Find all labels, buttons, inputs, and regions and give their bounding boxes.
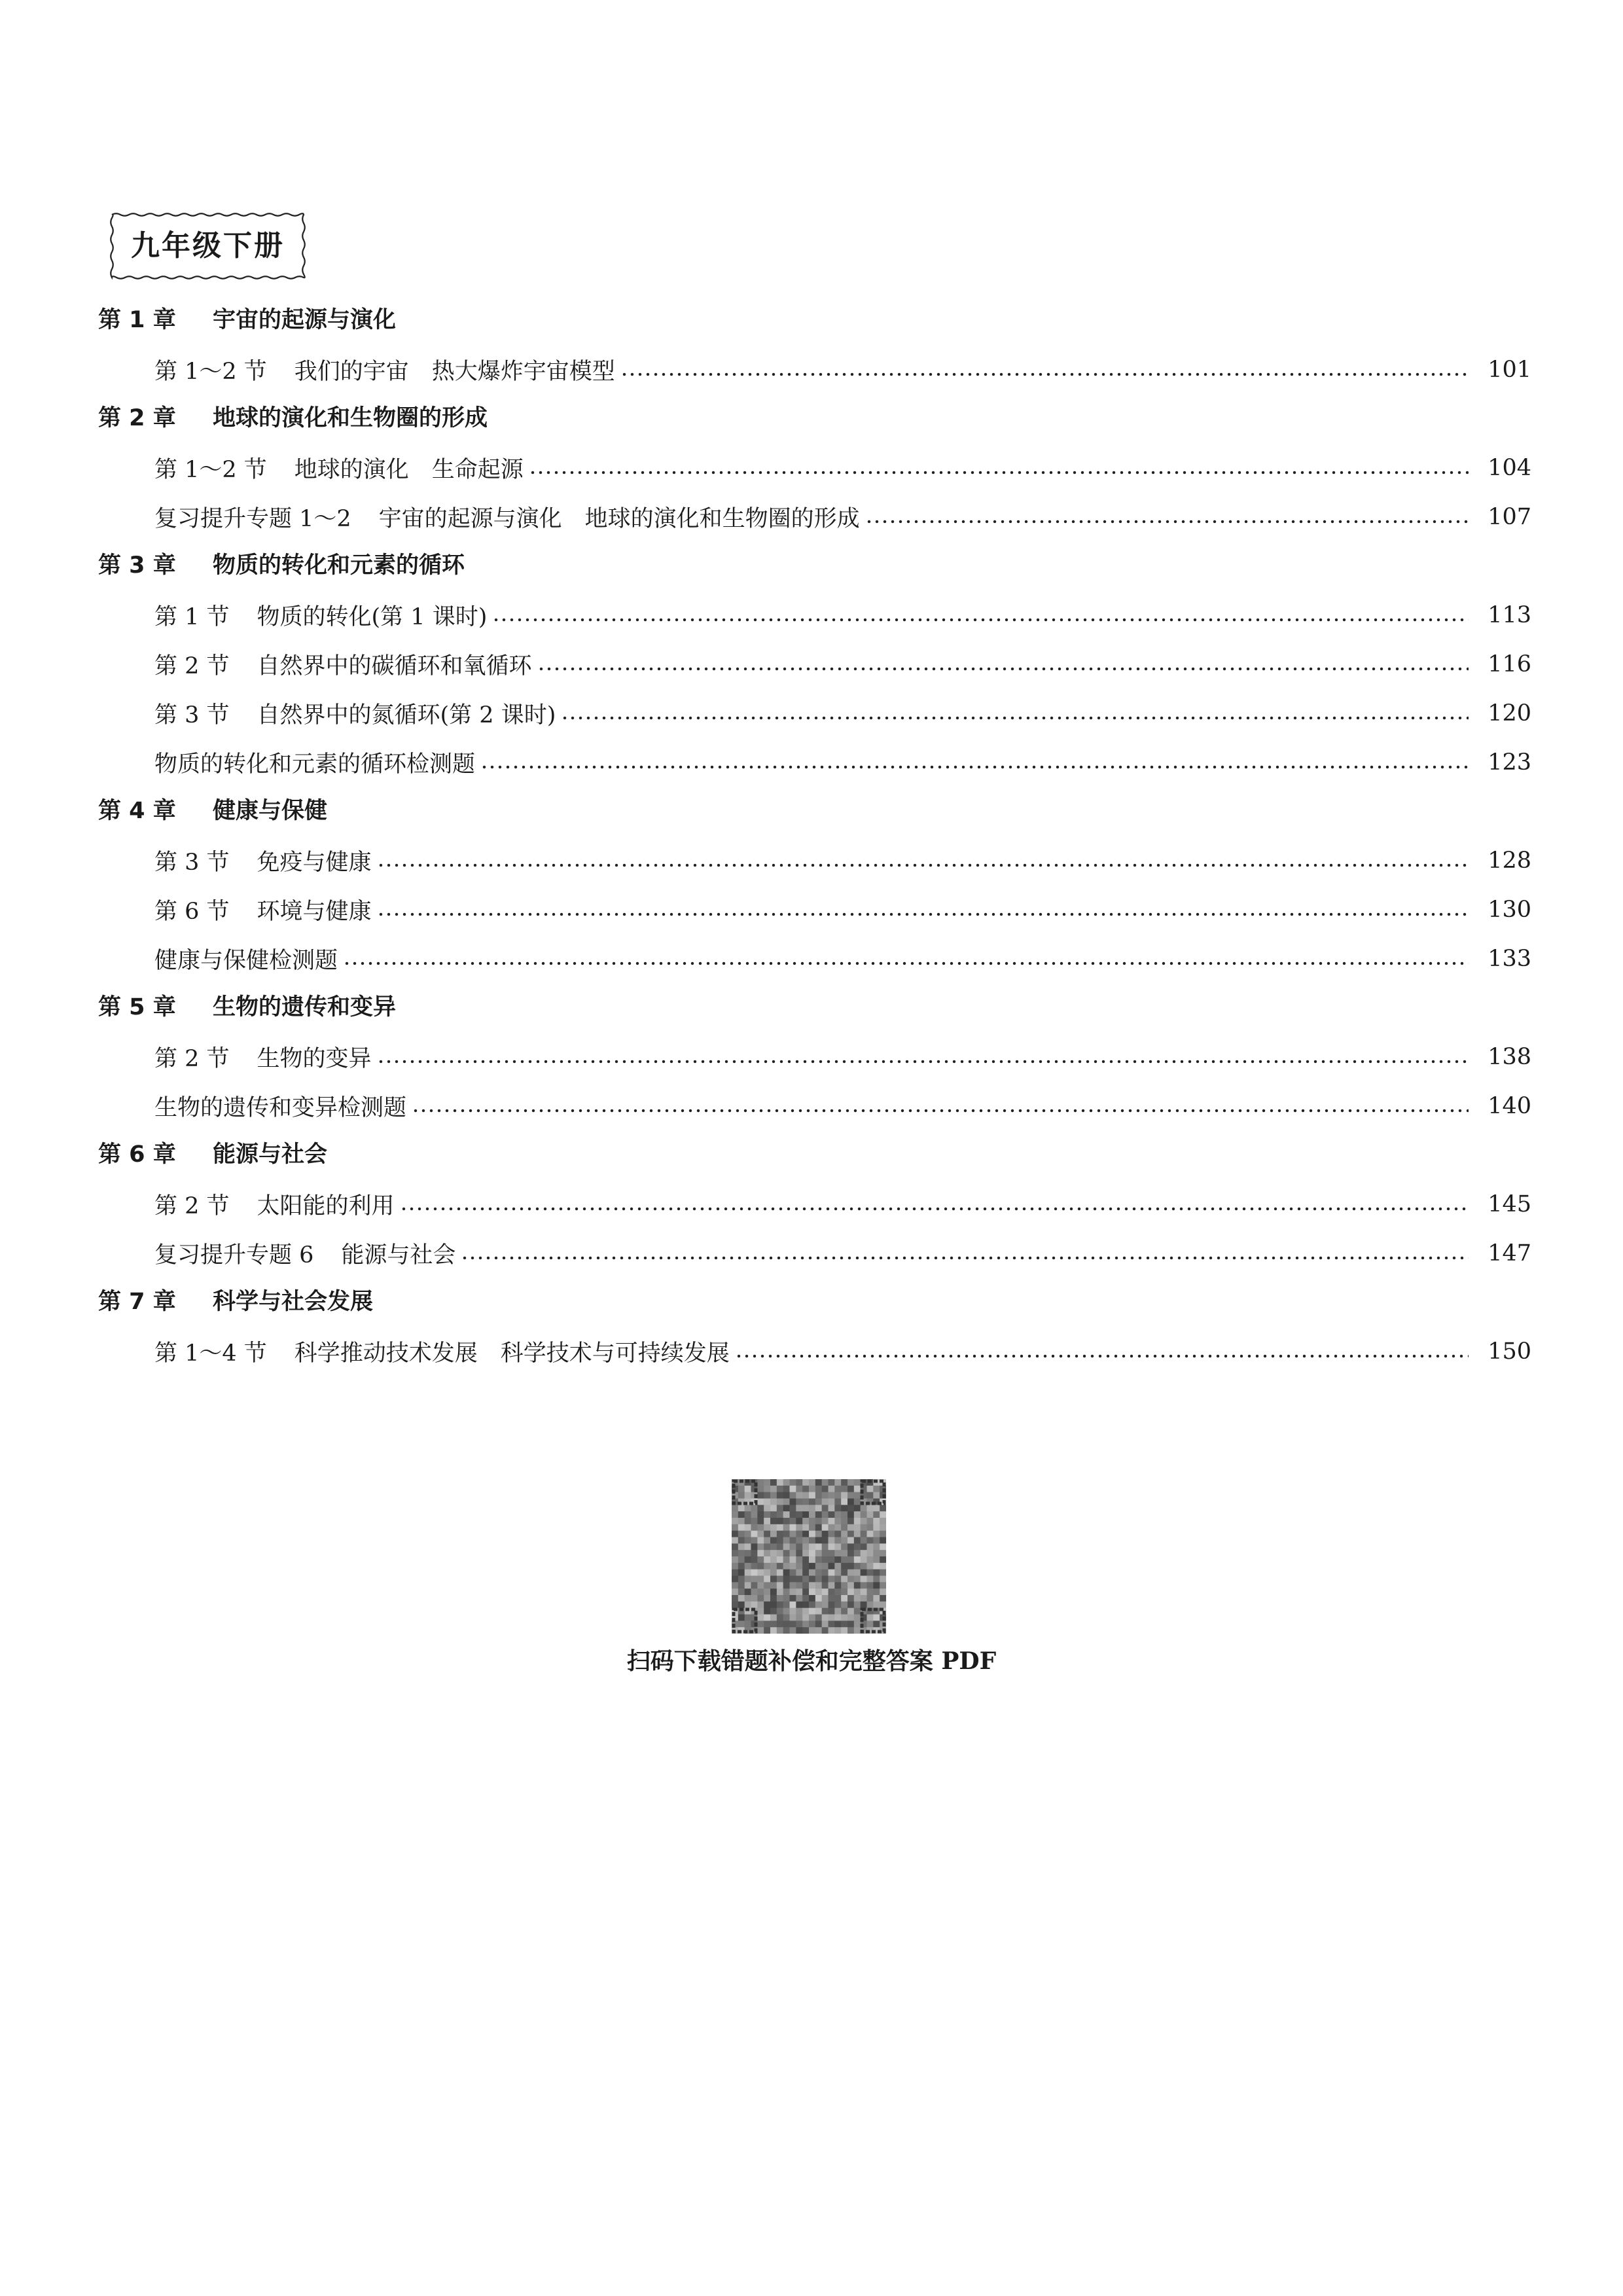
entry-text bbox=[154, 1237, 455, 1270]
entry-page-number: 123 bbox=[1488, 749, 1531, 776]
chapter-title: 健康与保健 bbox=[213, 798, 328, 824]
entry-title: 自然界中的氮循环(第 2 课时) bbox=[257, 702, 556, 728]
entry-section: 第 3 节 bbox=[154, 849, 230, 876]
table-of-contents bbox=[98, 296, 1531, 1376]
entry-section: 第 2 节 bbox=[154, 653, 230, 679]
entry-text bbox=[154, 893, 372, 926]
entry-text bbox=[154, 599, 487, 632]
entry-page-number: 130 bbox=[1488, 896, 1531, 923]
entry-page-number: 133 bbox=[1488, 945, 1531, 972]
entry-page-number: 140 bbox=[1488, 1092, 1531, 1119]
qr-code[interactable] bbox=[732, 1479, 886, 1634]
entry-title: 我们的宇宙 热大爆炸宇宙模型 bbox=[294, 358, 615, 385]
entry-section: 第 6 节 bbox=[154, 898, 230, 925]
entry-title: 生物的变异 bbox=[257, 1045, 372, 1072]
toc-entry[interactable] bbox=[98, 1081, 1531, 1130]
entry-title: 生物的遗传和变异检测题 bbox=[154, 1094, 407, 1121]
entry-section: 复习提升专题 1～2 bbox=[154, 505, 351, 532]
chapter-heading bbox=[98, 1130, 1531, 1179]
toc-entry[interactable] bbox=[98, 836, 1531, 885]
entry-text bbox=[154, 353, 615, 386]
chapter-heading bbox=[98, 983, 1531, 1032]
chapter-number: 第 4 章 bbox=[98, 798, 176, 824]
volume-label bbox=[108, 211, 308, 281]
dot-leader bbox=[377, 1060, 1469, 1064]
dot-leader bbox=[620, 372, 1469, 376]
entry-title: 健康与保健检测题 bbox=[154, 947, 338, 974]
chapter-number: 第 5 章 bbox=[98, 994, 176, 1020]
entry-title: 科学推动技术发展 科学技术与可持续发展 bbox=[294, 1340, 730, 1367]
dot-leader bbox=[480, 765, 1469, 769]
dot-leader bbox=[537, 667, 1469, 671]
entry-text bbox=[154, 942, 338, 975]
entry-title: 地球的演化 生命起源 bbox=[294, 456, 524, 483]
toc-entry[interactable] bbox=[98, 934, 1531, 983]
entry-section: 第 3 节 bbox=[154, 702, 230, 728]
entry-section: 第 2 节 bbox=[154, 1045, 230, 1072]
dot-leader bbox=[377, 863, 1469, 867]
entry-section: 第 2 节 bbox=[154, 1193, 230, 1219]
qr-code-icon bbox=[732, 1479, 886, 1634]
chapter-title: 能源与社会 bbox=[213, 1141, 328, 1168]
entry-page-number: 116 bbox=[1488, 651, 1531, 677]
dot-leader bbox=[400, 1207, 1469, 1211]
dot-leader bbox=[561, 716, 1469, 720]
entry-page-number: 138 bbox=[1488, 1043, 1531, 1070]
entry-text bbox=[154, 1335, 730, 1368]
chapter-number: 第 7 章 bbox=[98, 1289, 176, 1315]
entry-section: 第 1～4 节 bbox=[154, 1340, 267, 1367]
entry-title: 物质的转化(第 1 课时) bbox=[257, 603, 488, 630]
dot-leader bbox=[529, 471, 1469, 475]
chapter-title: 地球的演化和生物圈的形成 bbox=[213, 405, 488, 431]
chapter-heading bbox=[98, 394, 1531, 443]
entry-title: 自然界中的碳循环和氧循环 bbox=[257, 653, 532, 679]
entry-text bbox=[154, 1188, 395, 1221]
entry-text bbox=[154, 697, 556, 730]
entry-page-number: 113 bbox=[1488, 601, 1531, 628]
entry-text bbox=[154, 1041, 372, 1073]
entry-text bbox=[154, 501, 860, 533]
entry-title: 环境与健康 bbox=[257, 898, 372, 925]
entry-section: 复习提升专题 6 bbox=[154, 1242, 314, 1268]
entry-text bbox=[154, 746, 475, 779]
chapter-heading bbox=[98, 541, 1531, 590]
entry-page-number: 107 bbox=[1488, 503, 1531, 530]
entry-page-number: 128 bbox=[1488, 847, 1531, 874]
entry-section: 第 1～2 节 bbox=[154, 358, 267, 385]
chapter-heading bbox=[98, 1278, 1531, 1327]
dot-leader bbox=[461, 1256, 1469, 1260]
entry-title: 免疫与健康 bbox=[257, 849, 372, 876]
toc-entry[interactable] bbox=[98, 1229, 1531, 1278]
entry-page-number: 147 bbox=[1488, 1240, 1531, 1266]
entry-page-number: 150 bbox=[1488, 1338, 1531, 1365]
volume-title: 九年级下册 bbox=[131, 229, 285, 262]
chapter-number: 第 6 章 bbox=[98, 1141, 176, 1168]
entry-text bbox=[154, 844, 372, 877]
dot-leader bbox=[412, 1109, 1469, 1113]
qr-caption: 扫码下载错题补偿和完整答案 PDF bbox=[626, 1647, 997, 1675]
entry-title: 物质的转化和元素的循环检测题 bbox=[154, 751, 476, 778]
chapter-heading bbox=[98, 296, 1531, 345]
chapter-number: 第 3 章 bbox=[98, 552, 176, 579]
dot-leader bbox=[865, 520, 1469, 524]
dot-leader bbox=[377, 912, 1469, 916]
toc-entry[interactable] bbox=[98, 443, 1531, 492]
entry-text bbox=[154, 648, 532, 681]
toc-entry[interactable] bbox=[98, 738, 1531, 787]
entry-text bbox=[154, 1090, 406, 1122]
toc-entry[interactable] bbox=[98, 1327, 1531, 1376]
dot-leader bbox=[343, 961, 1469, 965]
toc-entry[interactable] bbox=[98, 689, 1531, 738]
entry-page-number: 120 bbox=[1488, 700, 1531, 726]
entry-section: 第 1 节 bbox=[154, 603, 230, 630]
chapter-number: 第 2 章 bbox=[98, 405, 176, 431]
entry-page-number: 145 bbox=[1488, 1191, 1531, 1217]
chapter-number: 第 1 章 bbox=[98, 307, 176, 333]
entry-page-number: 101 bbox=[1488, 356, 1531, 383]
entry-title: 能源与社会 bbox=[341, 1242, 456, 1268]
toc-entry[interactable] bbox=[98, 345, 1531, 394]
toc-entry[interactable] bbox=[98, 885, 1531, 934]
entry-text bbox=[154, 452, 524, 484]
toc-entry[interactable] bbox=[98, 1179, 1531, 1229]
chapter-title: 物质的转化和元素的循环 bbox=[213, 552, 465, 579]
entry-page-number: 104 bbox=[1488, 454, 1531, 481]
chapter-title: 科学与社会发展 bbox=[213, 1289, 374, 1315]
entry-title: 宇宙的起源与演化 地球的演化和生物圈的形成 bbox=[378, 505, 860, 532]
chapter-heading bbox=[98, 787, 1531, 836]
chapter-title: 生物的遗传和变异 bbox=[213, 994, 397, 1020]
dot-leader bbox=[735, 1354, 1469, 1358]
entry-section: 第 1～2 节 bbox=[154, 456, 267, 483]
dot-leader bbox=[492, 618, 1469, 622]
chapter-title: 宇宙的起源与演化 bbox=[213, 307, 397, 333]
toc-entry[interactable] bbox=[98, 639, 1531, 689]
entry-title: 太阳能的利用 bbox=[257, 1193, 395, 1219]
toc-entry[interactable] bbox=[98, 1032, 1531, 1081]
toc-entry[interactable] bbox=[98, 492, 1531, 541]
toc-entry[interactable] bbox=[98, 590, 1531, 639]
